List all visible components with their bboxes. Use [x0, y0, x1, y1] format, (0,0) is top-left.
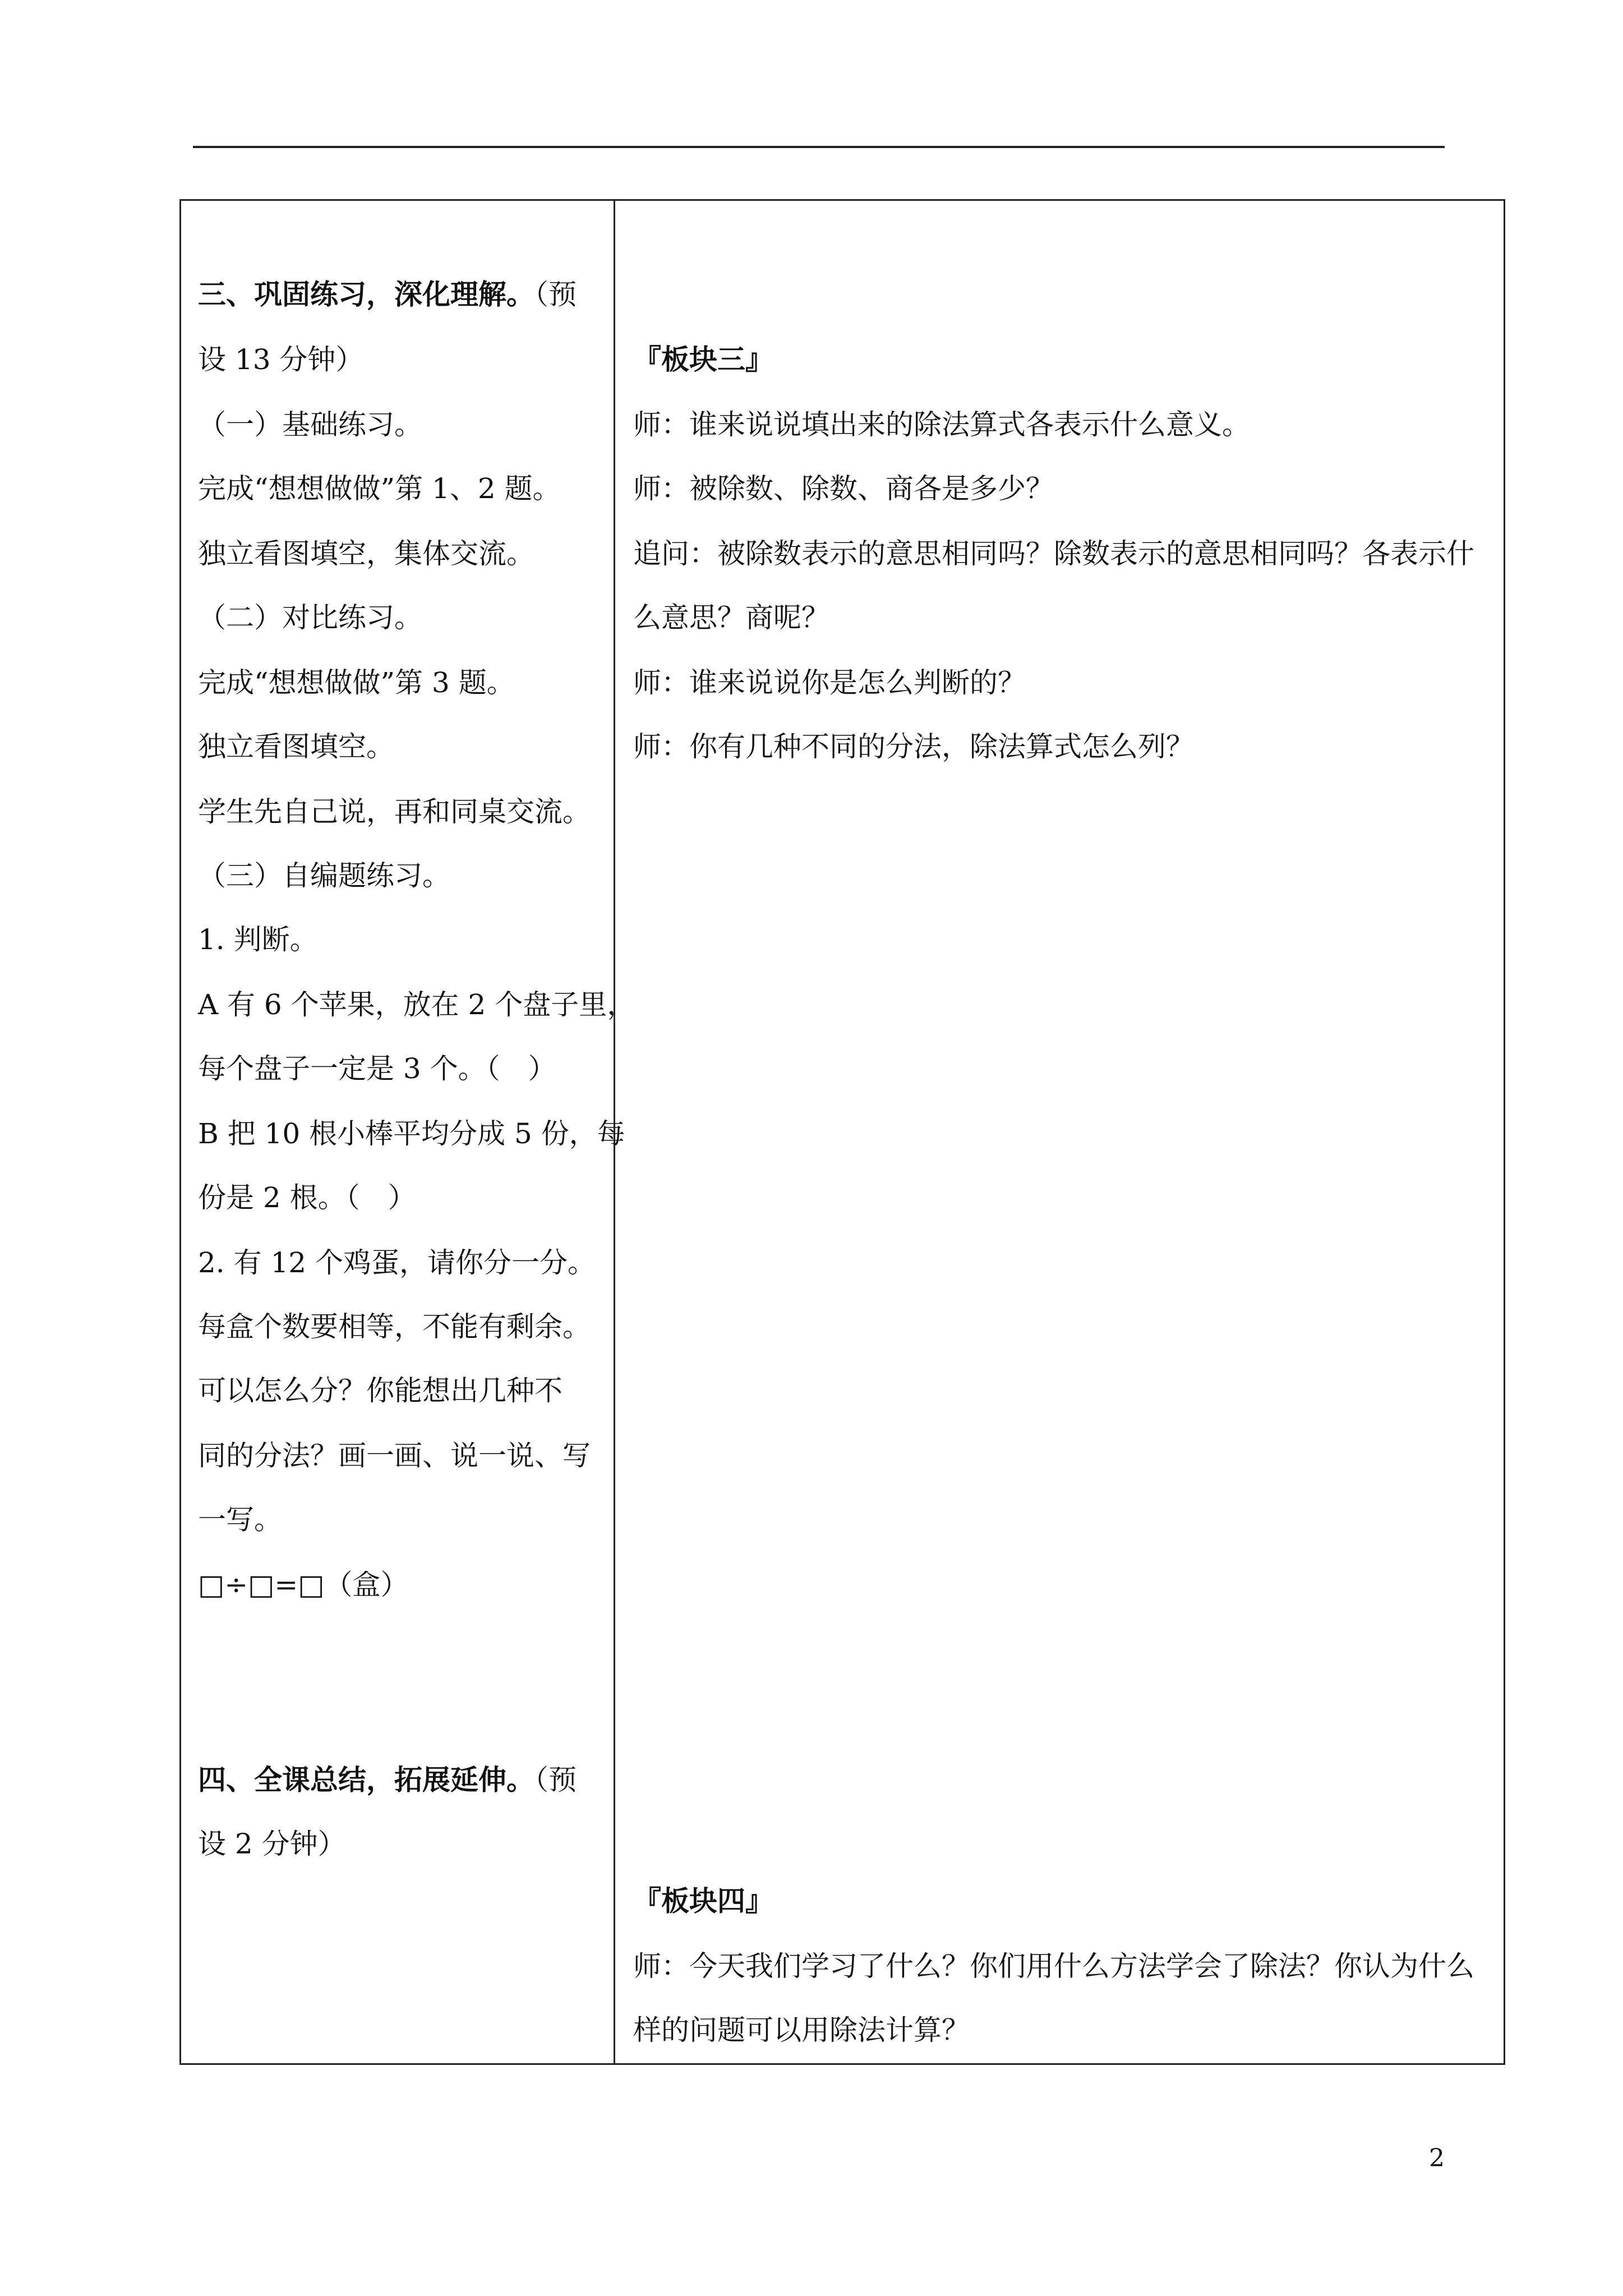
text-segment: 师：谁来说说填出来的除法算式各表示什么意义。	[633, 408, 1250, 441]
text-segment: 师：你有几种不同的分法，除法算式怎么列？	[633, 730, 1194, 763]
text-segment: （一）基础练习。	[198, 408, 422, 441]
text-segment: （三）自编题练习。	[198, 859, 450, 892]
dialogue-line	[633, 600, 829, 636]
activity-line	[198, 1373, 562, 1409]
text-segment: B 把 10 根小棒平均分成 5 份，每	[198, 1117, 625, 1150]
text-segment: （二）对比练习。	[198, 601, 422, 634]
activity-line	[198, 1502, 282, 1538]
text-segment: □÷□=□（盒）	[198, 1568, 409, 1601]
activity-line	[198, 1116, 625, 1152]
text-segment: 份是 2 根。（ ）	[198, 1181, 416, 1214]
dialogue-line	[633, 729, 1194, 765]
activity-line	[198, 858, 450, 894]
activity-column	[181, 201, 635, 2063]
text-segment: 同的分法？画一画、说一说、写	[198, 1439, 591, 1472]
header-rule	[193, 146, 1445, 148]
activity-line	[198, 729, 394, 765]
activity-line	[198, 536, 534, 572]
text-segment: 么意思？商呢？	[633, 601, 829, 634]
activity-line	[198, 471, 561, 507]
activity-line	[198, 1051, 556, 1087]
text-segment: 完成“想想做做”第 3 题。	[198, 666, 515, 699]
text-segment: 样的问题可以用除法计算？	[633, 2014, 970, 2046]
activity-line	[198, 665, 515, 701]
dialogue-line	[633, 1948, 1474, 1984]
activity-line	[198, 277, 577, 312]
text-segment: 师：今天我们学习了什么？你们用什么方法学会了除法？你认为什么	[633, 1950, 1474, 1982]
activity-line	[198, 1245, 596, 1281]
activity-line	[198, 922, 318, 958]
text-segment: 追问：被除数表示的意思相同吗？除数表示的意思相同吗？各表示什	[633, 537, 1474, 570]
text-segment: 2. 有 12 个鸡蛋，请你分一分。	[198, 1246, 596, 1279]
activity-line	[198, 987, 635, 1023]
activity-line	[198, 600, 422, 636]
text-segment: 可以怎么分？你能想出几种不	[198, 1374, 562, 1407]
dialogue-line	[633, 1883, 773, 1919]
activity-line	[198, 1762, 577, 1798]
dialogue-line	[633, 2012, 970, 2048]
activity-line	[198, 1309, 591, 1345]
activity-line	[198, 794, 591, 830]
text-segment: （预	[534, 278, 577, 311]
dialogue-line	[633, 407, 1250, 443]
activity-line	[198, 1438, 591, 1474]
section-heading: 『板块三』	[633, 343, 773, 376]
lesson-table	[179, 199, 1505, 2065]
text-segment: 设 13 分钟）	[198, 343, 364, 376]
text-segment: 独立看图填空。	[198, 730, 394, 763]
text-segment: 完成“想想做做”第 1、2 题。	[198, 472, 561, 505]
text-segment: 一写。	[198, 1503, 282, 1536]
text-segment: 学生先自己说，再和同桌交流。	[198, 795, 591, 828]
page-number: 2	[1429, 2144, 1445, 2173]
activity-line	[198, 407, 422, 443]
text-segment: 1. 判断。	[198, 923, 318, 956]
section-heading: 『板块四』	[633, 1884, 773, 1917]
section-heading: 四、全课总结，拓展延伸。	[198, 1763, 534, 1796]
text-segment: 设 2 分钟）	[198, 1828, 346, 1860]
text-segment: 独立看图填空，集体交流。	[198, 537, 534, 570]
activity-line	[198, 1567, 409, 1603]
activity-line	[198, 1826, 346, 1862]
dialogue-line	[633, 471, 1054, 507]
dialogue-line	[633, 665, 1026, 701]
activity-line	[198, 342, 363, 378]
text-segment: 师：被除数、除数、商各是多少？	[633, 472, 1054, 505]
section-heading: 三、巩固练习，深化理解。	[198, 278, 534, 311]
text-segment: A 有 6 个苹果，放在 2 个盘子里，	[198, 988, 635, 1021]
text-segment: 师：谁来说说你是怎么判断的？	[633, 666, 1026, 699]
dialogue-line	[633, 536, 1474, 572]
text-segment: 每个盘子一定是 3 个。（ ）	[198, 1052, 556, 1085]
activity-line	[198, 1180, 416, 1216]
teacher-dialogue-column	[615, 201, 1505, 2063]
dialogue-line	[633, 342, 773, 378]
text-segment: （预	[534, 1764, 577, 1796]
text-segment: 每盒个数要相等，不能有剩余。	[198, 1310, 591, 1343]
